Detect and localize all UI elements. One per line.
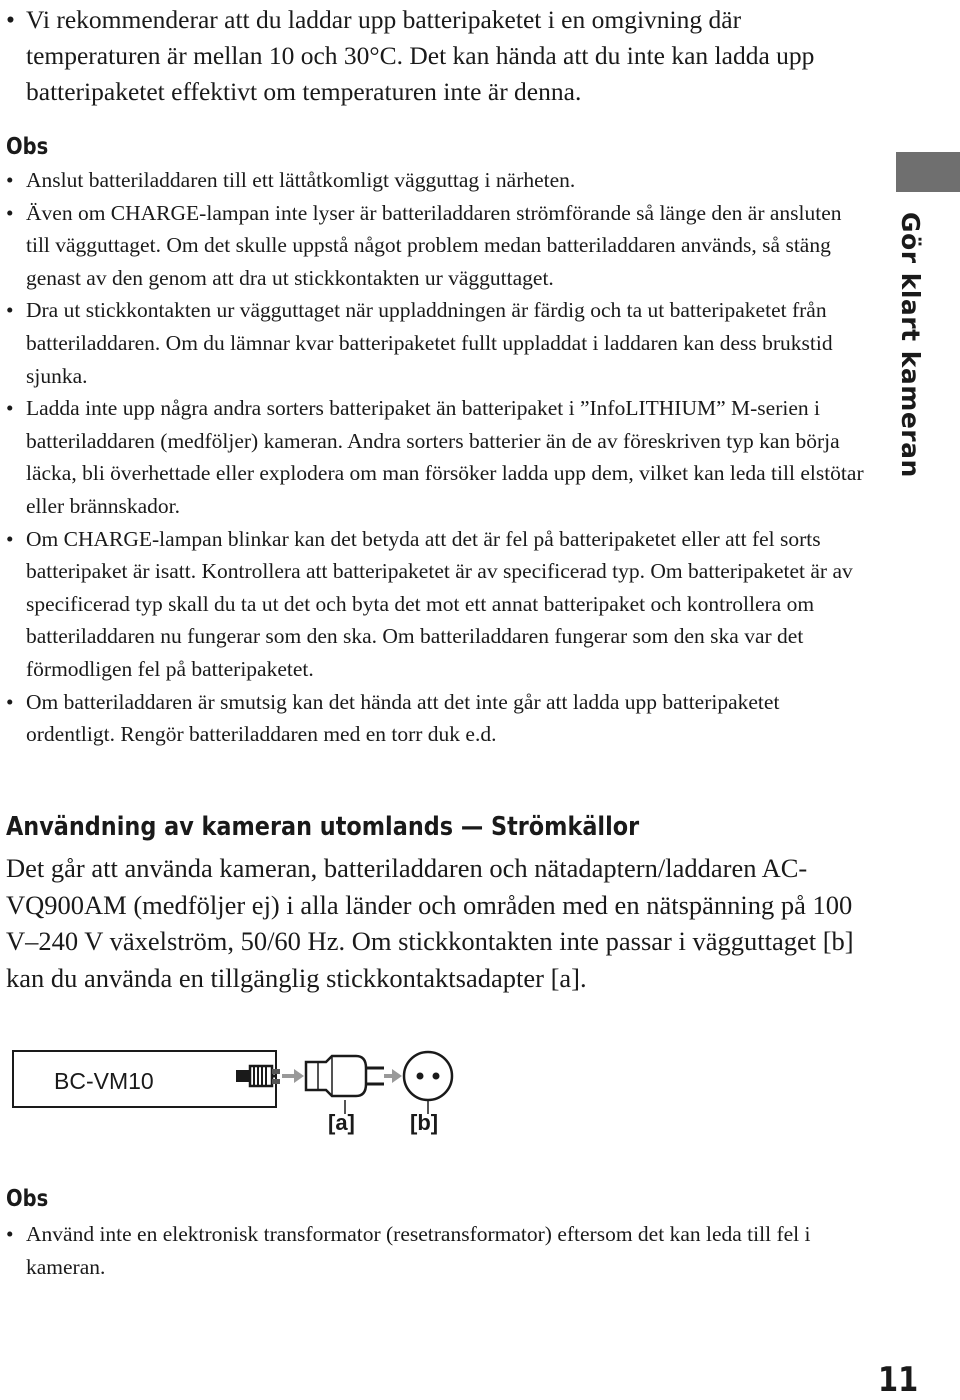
intro-bullet-list [2,2,862,110]
list-item: • Även om CHARGE-lampan inte lyser är batteriladdaren strömförande så länge den är ansluten till vägguttaget. Om det skulle uppstå något problem medan batteriladdaren används, så stäng genast av den genom att dra ut stickkontakten ur vägguttaget. [2,197,866,295]
section-heading: Användning av kameran utomlands — Strömkällor [6,812,640,842]
wall-socket-icon [404,1052,452,1114]
charger-model-label: BC-VM10 [54,1068,154,1094]
list-item: • Anslut batteriladdaren till ett lättåtkomligt vägguttag i närheten. [2,164,866,197]
socket-label: [b] [410,1110,439,1135]
list-item: • Använd inte en elektronisk transformator (resetransformator) eftersom det kan leda till fel i kameran. [2,1218,866,1283]
list-item: • Ladda inte upp några andra sorters batteripaket än batteripaket i ”InfoLITHIUM” M-serien i batteriladdaren (medföljer) kameran. Andra sorters batterier än de av föreskriven typ kan börja läcka, bli överhettade eller explodera om man försöker ladda upp dem, vilket kan leda till elstötar eller brännskador. [2,392,866,522]
cord-segment [236,1070,250,1082]
adapter-label: [a] [328,1110,355,1135]
section-tab-label: Gör klart kameran [896,212,925,478]
list-item: • Vi rekommenderar att du laddar upp batteripaketet i en omgivning där temperaturen är mellan 10 och 30°C. Det kan hända att du inte kan ladda upp batteripaketet effektivt om temperaturen inte är denna. [2,2,862,110]
obs-heading: Obs [6,134,49,160]
list-item: • Dra ut stickkontakten ur vägguttaget när uppladdningen är färdig och ta ut batteripaketet från batteriladdaren. Om du lämnar kvar batteripaketet fullt uppladdat i laddaren kan dess brukstid sjunka. [2,294,866,392]
adapter-icon [306,1056,384,1114]
plug-adapter-diagram [0,1040,470,1150]
obs-bullet-list [2,1218,866,1283]
page-number: 11 [878,1360,919,1400]
list-item: • Om batteriladdaren är smutsig kan det hända att det inte går att ladda upp batteripaketet ordentligt. Rengör batteriladdaren med en torr duk e.d. [2,686,866,751]
list-item: • Om CHARGE-lampan blinkar kan det betyda att det är fel på batteripaketet eller att fel sorts batteripaket är isatt. Kontrollera att batteripaketet är av specificerad typ. Om batteripaketet är av specificerad typ skall du ta ut det och byta det mot ett annat batteripaket och kontrollera om batteriladdaren nu fungerar som den ska. Om batteriladdaren fungerar som den ska var det förmodligen fel på batteripaketet. [2,523,866,686]
plug-illustration [0,1040,470,1150]
section-tab-marker [896,152,960,192]
section-body: Det går att använda kameran, batteriladdaren och nätadaptern/laddaren AC-VQ900AM (medföljer ej) i alla länder och områden med en nätspänning på 100 V–240 V växelström, 50/60 Hz. Om stickkontakten inte passar i vägguttaget [b] kan du använda en tillgänglig stickkontaktsadapter [a]. [6,853,854,994]
obs-bullet-list [2,164,866,751]
arrow-icon [384,1069,402,1083]
arrow-icon [282,1069,304,1083]
obs-heading: Obs [6,1186,49,1212]
